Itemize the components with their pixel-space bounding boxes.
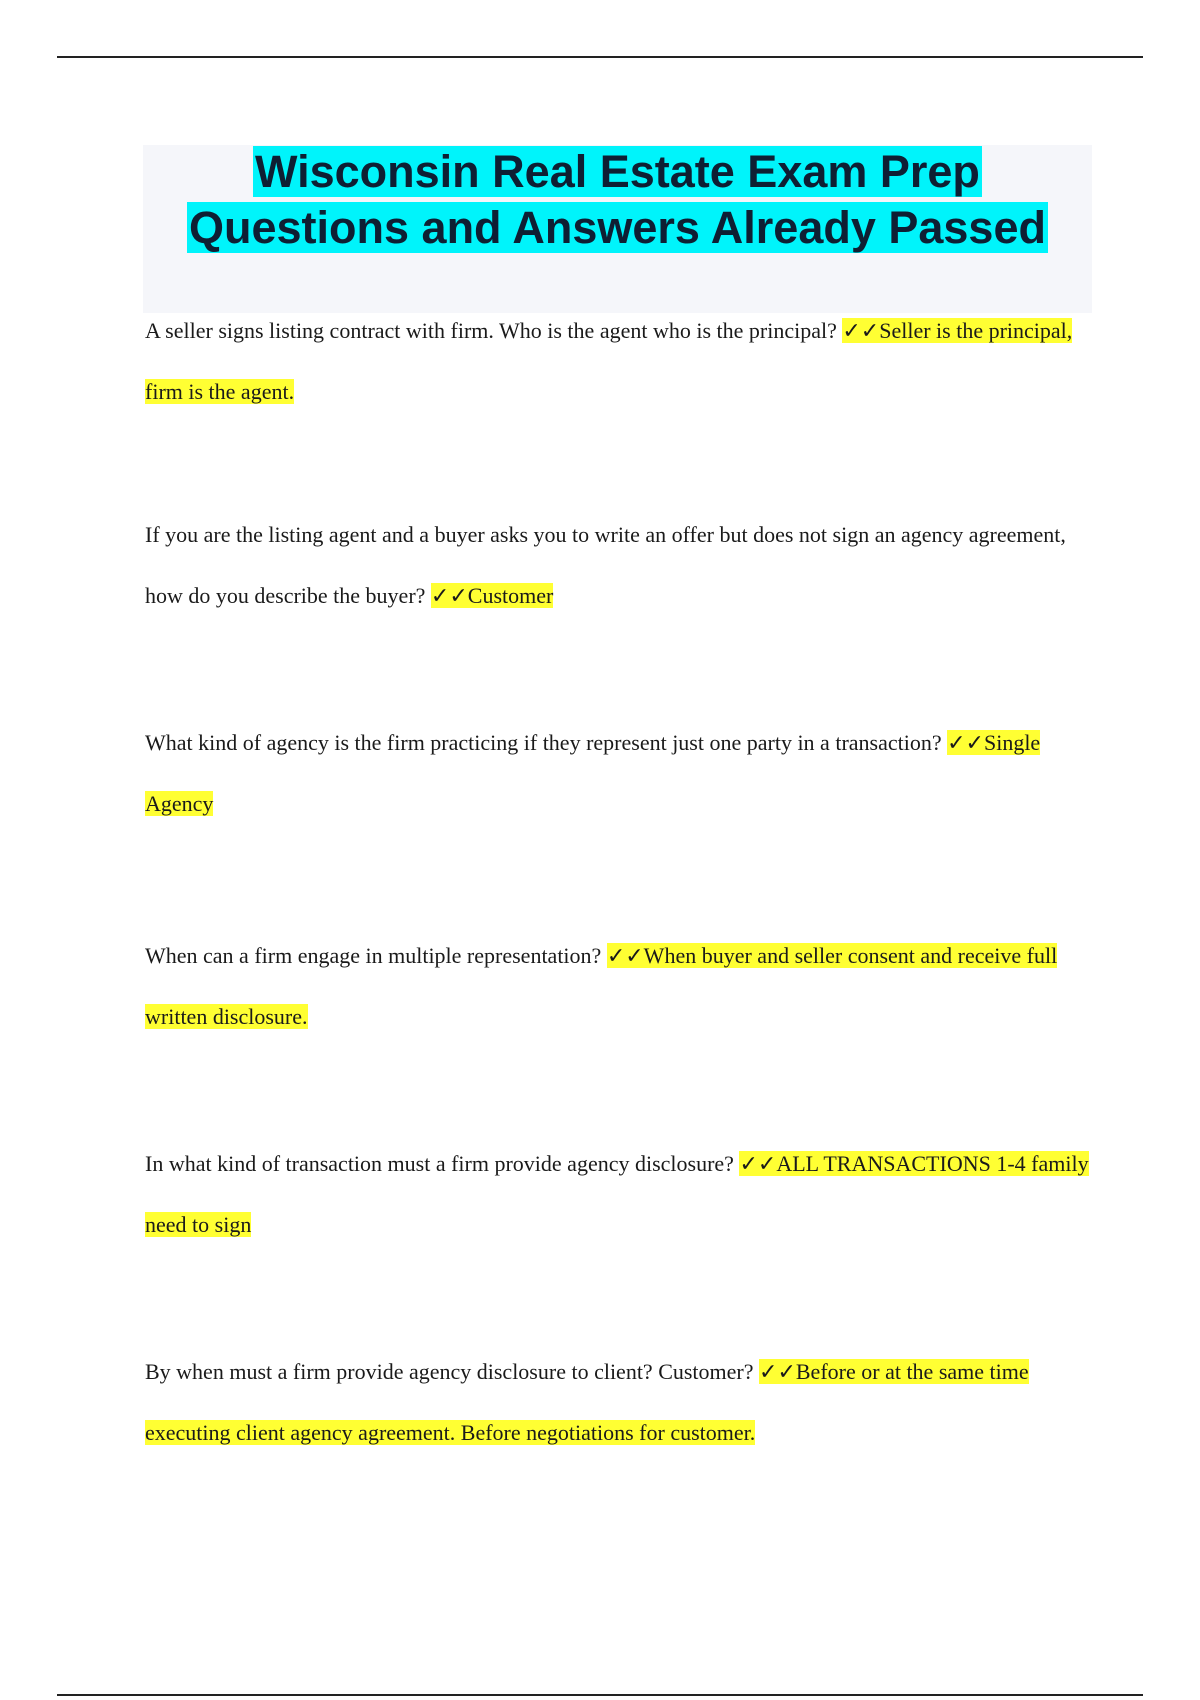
qa-item [145, 504, 1090, 626]
answer-text: ✓✓Customer [430, 583, 554, 608]
title-line-1: Wisconsin Real Estate Exam Prep [255, 146, 980, 197]
question-text: By when must a firm provide agency disclosure to client? Customer? [145, 1359, 760, 1384]
qa-item [145, 300, 1090, 422]
bottom-rule [57, 1694, 1143, 1696]
answer-text: ✓✓Single Agency [145, 730, 1041, 816]
answer-text: ✓✓ALL TRANSACTIONS 1-4 family need to sign [145, 1151, 1089, 1237]
qa-item [145, 1133, 1090, 1255]
title-line-2: Questions and Answers Already Passed [189, 202, 1046, 253]
top-rule [57, 56, 1143, 58]
document-title [143, 144, 1092, 256]
answer-text: ✓✓Before or at the same time executing client agency agreement. Before negotiations for customer. [145, 1359, 1029, 1445]
question-text: When can a firm engage in multiple representation? [145, 943, 607, 968]
question-text: If you are the listing agent and a buyer asks you to write an offer but does not sign an agency agreement, how do you describe the buyer? [145, 522, 1066, 608]
qa-item [145, 712, 1090, 834]
question-text: In what kind of transaction must a firm provide agency disclosure? [145, 1151, 740, 1176]
answer-text: ✓✓Seller is the principal, firm is the agent. [145, 318, 1073, 404]
qa-item [145, 1341, 1090, 1463]
qa-item [145, 925, 1090, 1047]
answer-text: ✓✓When buyer and seller consent and receive full written disclosure. [145, 943, 1058, 1029]
question-text: What kind of agency is the firm practicing if they represent just one party in a transaction? [145, 730, 948, 755]
question-text: A seller signs listing contract with firm. Who is the agent who is the principal? [145, 318, 843, 343]
